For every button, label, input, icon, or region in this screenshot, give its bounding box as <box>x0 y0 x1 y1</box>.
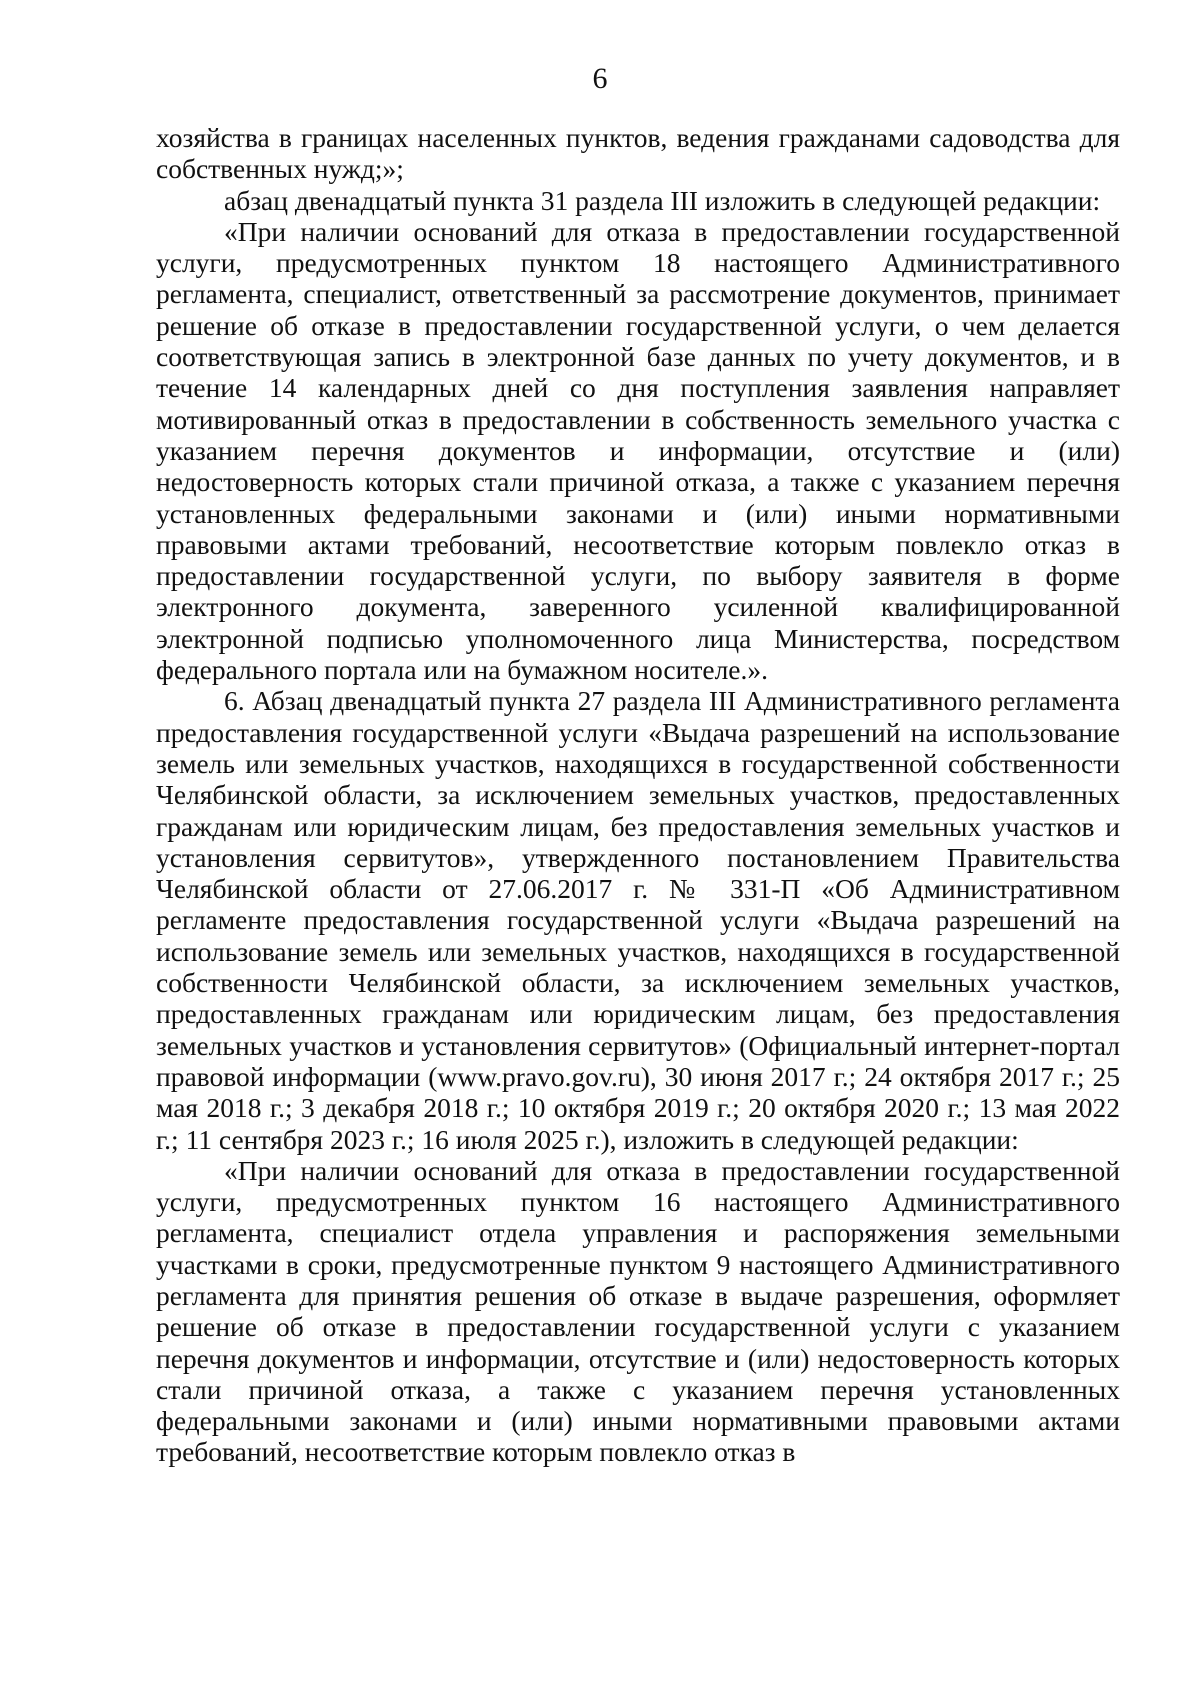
paragraph-quoted-text: «При наличии оснований для отказа в предоставлении государственной услуги, предусмотренных пунктом 18 настоящего Административного регламента, специалист, ответственный за рассмотрение документов, принимает решение об отказе в предоставлении государственной услуги, о чем делается соответствующая запись в электронной базе данных по учету документов, и в течение 14 календарных дней со дня поступления заявления направляет мотивированный отказ в предоставлении в собственность земельного участка с указанием перечня документов и информации, отсутствие и (или) недостоверность которых стали причиной отказа, а также с указанием перечня установленных федеральными законами и (или) иными нормативными правовыми актами требований, несоответствие которым повлекло отказ в предоставлении государственной услуги, по выбору заявителя в форме электронного документа, заверенного усиленной квалифицированной электронной подписью уполномоченного лица Министерства, посредством федерального портала или на бумажном носителе.». <box>156 215 1120 686</box>
document-body <box>156 122 1120 1468</box>
paragraph-quoted-text-2: «При наличии оснований для отказа в предоставлении государственной услуги, предусмотренных пунктом 16 настоящего Административного регламента, специалист отдела управления и распоряжения земельными участками в сроки, предусмотренные пунктом 9 настоящего Административного регламента для принятия решения об отказе в выдаче разрешения, оформляет решение об отказе в предоставлении государственной услуги с указанием перечня документов и информации, отсутствие и (или) недостоверность которых стали причиной отказа, а также с указанием перечня установленных федеральными законами и (или) иными нормативными правовыми актами требований, несоответствие которым повлекло отказ в <box>156 1154 1120 1468</box>
paragraph-amendment-intro: абзац двенадцатый пункта 31 раздела III изложить в следующей редакции: <box>224 184 1101 216</box>
paragraph-item-6: 6. Абзац двенадцатый пункта 27 раздела III Административного регламента предоставления государственной услуги «Выдача разрешений на использование земель или земельных участков, находящихся в государственной собственности Челябинской области, за исключением земельных участков, предоставленных гражданам или юридическим лицам, без предоставления земельных участков и установления сервитутов», утвержденного постановлением Правительства Челябинской области от 27.06.2017 г. № 331-П «Об Административном регламенте предоставления государственной услуги «Выдача разрешений на использование земель или земельных участков, находящихся в государственной собственности Челябинской области, за исключением земельных участков, предоставленных гражданам или юридическим лицам, без предоставления земельных участков и установления сервитутов» (Официальный интернет-портал правовой информации (www.pravo.gov.ru), 30 июня 2017 г.; 24 октября 2017 г.; 25 мая 2018 г.; 3 декабря 2018 г.; 10 октября 2019 г.; 20 октября 2020 г.; 13 мая 2022 г.; 11 сентября 2023 г.; 16 июля 2025 г.), изложить в следующей редакции: <box>156 685 1120 1155</box>
page-number: 6 <box>592 62 608 95</box>
paragraph-continuation: хозяйства в границах населенных пунктов, ведения гражданами садоводства для собственных нужд;»; <box>156 122 1120 185</box>
